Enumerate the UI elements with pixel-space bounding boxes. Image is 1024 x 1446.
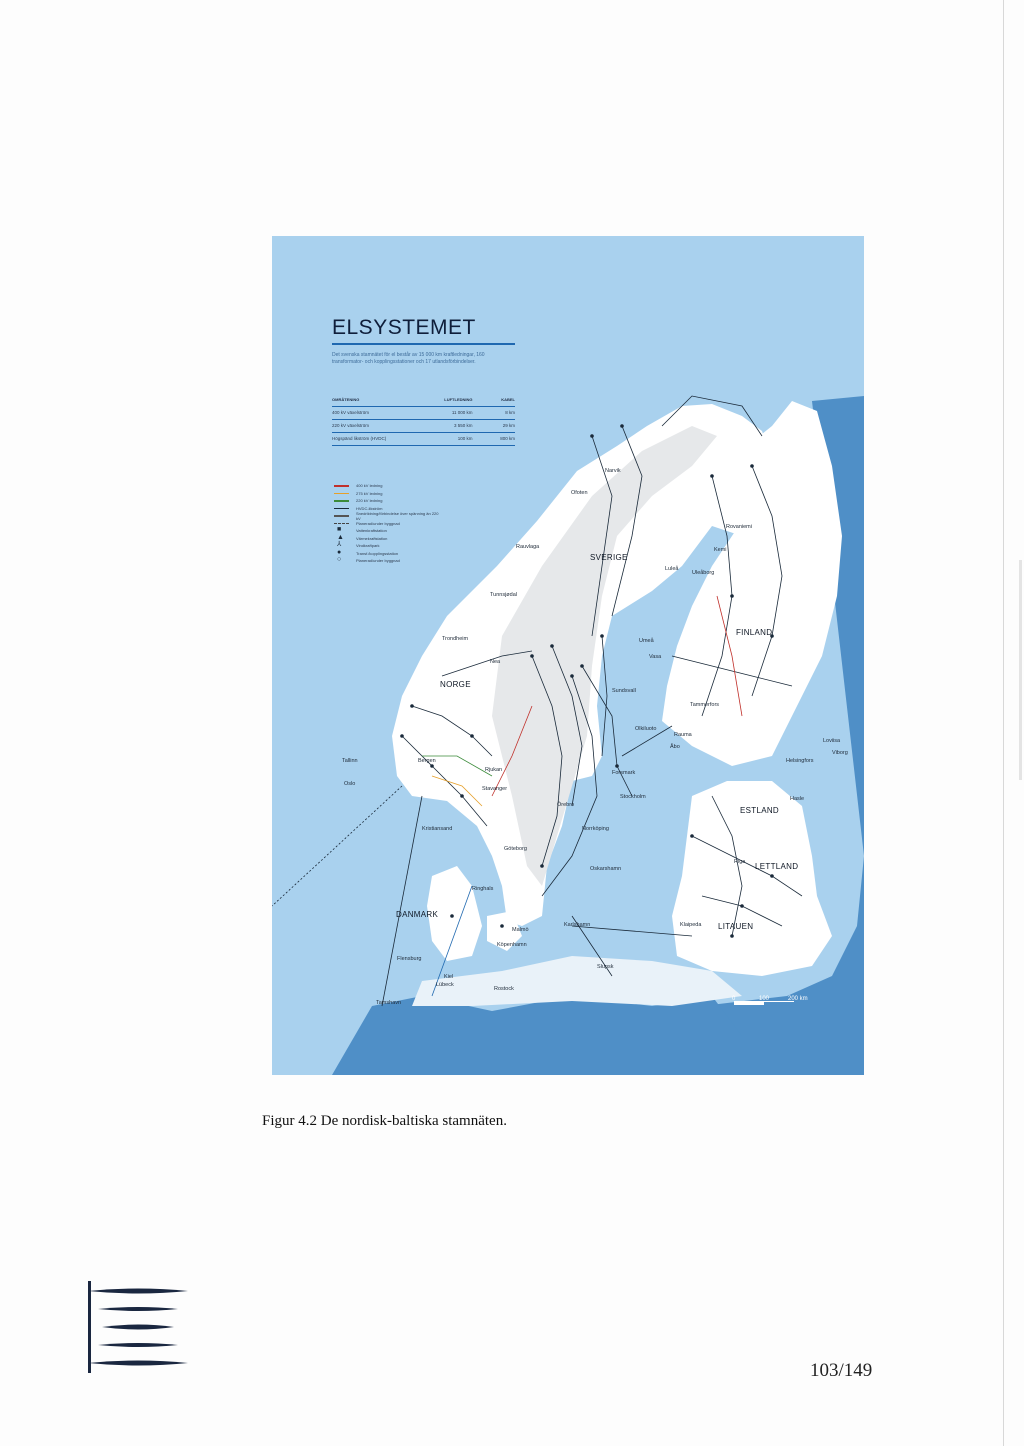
station-dot: [580, 664, 584, 668]
country-label: NORGE: [440, 680, 471, 689]
place-label: Loviisa: [823, 738, 841, 744]
title-rule: [332, 343, 515, 345]
map-intro-text: Det svenska stamnätet för el består av 15 000 km kraftledningar, 160 transformator- och kopplingsstationer och 17 utlandsförbindelser.: [332, 352, 485, 365]
place-label: Helsingfors: [786, 758, 814, 764]
legend-label: Vattenkraftstation: [356, 528, 387, 534]
legend-line-220kv: [334, 500, 349, 502]
station-dot: [550, 644, 554, 648]
legend-label: Transf./kopplingsstation: [356, 550, 399, 556]
station-dot: [540, 864, 544, 868]
legend-item: [332, 557, 442, 565]
logo-stripe: [102, 1325, 174, 1330]
station-dot: [710, 474, 714, 478]
place-label: Kristiansand: [422, 826, 453, 832]
place-label: Forsmark: [612, 770, 636, 776]
logo-stripe: [98, 1307, 178, 1311]
place-label: Köpenhamn: [497, 942, 527, 948]
place-label: Trondheim: [442, 636, 469, 642]
legend-label: Planerad/under byggnad: [356, 558, 400, 564]
station-dot: [400, 734, 404, 738]
station-dot: [470, 734, 474, 738]
place-label: Slupsk: [597, 964, 614, 970]
station-dot: [615, 764, 619, 768]
legend-item: [332, 550, 442, 558]
place-label: Kiel: [444, 974, 454, 980]
station-dot: [740, 904, 744, 908]
scan-edge-line: [1003, 0, 1004, 1446]
station-dot: [600, 634, 604, 638]
station-dot: [530, 654, 534, 658]
station-dot: [460, 794, 464, 798]
logo-stripe: [98, 1343, 178, 1347]
stat-table-row: [332, 420, 515, 433]
stat-cell: 3 550 km: [453, 423, 473, 428]
place-label: Stockholm: [620, 794, 646, 800]
figure-caption: Figur 4.2 De nordisk-baltiska stamnäten.: [262, 1113, 507, 1129]
place-label: Göteborg: [504, 846, 527, 852]
brand-logo: [88, 1278, 188, 1383]
place-label: Norrköping: [582, 826, 609, 832]
legend-label: Planerad/under byggnad: [356, 520, 400, 526]
legend-item: [332, 535, 442, 543]
stat-table-row: [332, 433, 515, 446]
stat-table: [332, 394, 515, 446]
place-label: Umeå: [639, 638, 654, 644]
stat-header-cell: KABEL: [501, 397, 515, 402]
stat-cell: 800 km: [500, 436, 515, 441]
place-label: Lübeck: [436, 982, 454, 988]
legend-label: HVDC-likström: [356, 505, 383, 511]
stat-cell: 400 kV växelström: [332, 410, 370, 415]
stat-cell: Högspänd likström (HVDC): [332, 436, 387, 441]
legend-label: 400 kV ledning: [356, 483, 383, 489]
station-dot: [730, 594, 734, 598]
place-label: Tallinn: [342, 758, 358, 764]
logo-stripe: [88, 1289, 188, 1294]
place-label: Olkiluoto: [635, 726, 657, 732]
place-label: Stavanger: [482, 786, 508, 792]
legend-label: Vindkraftpark: [356, 543, 380, 549]
stat-cell: 220 kV växelström: [332, 423, 370, 428]
place-label: Klaipeda: [680, 922, 702, 928]
legend-label: 275 kV ledning: [356, 490, 383, 496]
legend-line-400kv: [334, 485, 349, 487]
country-label: SVERIGE: [590, 553, 628, 562]
legend-label: Snedriktning/förbindelse över spänning än 220 kV: [356, 510, 439, 521]
place-label: Bergen: [418, 758, 436, 764]
place-label: Åbo: [670, 744, 680, 750]
legend-item: [332, 512, 442, 520]
scan-edge-mark: [1019, 560, 1022, 780]
station-dot: [410, 704, 414, 708]
place-label: Narvik: [605, 468, 621, 474]
legend-label: 220 kV ledning: [356, 498, 383, 504]
place-label: Rostock: [494, 986, 514, 992]
brand-logo-graphic: [88, 1278, 188, 1378]
substation-icon: ●: [337, 548, 342, 556]
station-dot: [430, 764, 434, 768]
place-label: Oslo: [344, 781, 356, 787]
stat-cell: 11 000 km: [451, 410, 473, 415]
logo-bar: [88, 1281, 91, 1373]
legend-label: Värmekraftstation: [356, 535, 388, 541]
country-label: DANMARK: [396, 910, 439, 919]
place-label: Tunnsjødal: [490, 592, 518, 598]
legend-line-planned: [334, 523, 349, 524]
stat-header-cell: OMRÅTENING: [332, 397, 360, 402]
place-label: Ringhals: [472, 886, 494, 892]
station-dot: [770, 874, 774, 878]
wind-park-icon: ⅄: [337, 541, 342, 549]
legend-line-connection: [334, 515, 349, 517]
logo-stripe: [88, 1361, 188, 1366]
place-label: Ofoten: [571, 490, 588, 496]
stat-cell: 29 km: [502, 423, 515, 428]
place-label: Tamshavn: [376, 1000, 402, 1006]
planned-station-icon: ○: [337, 556, 342, 564]
country-label: ESTLAND: [740, 806, 779, 815]
place-label: Örebro: [557, 802, 575, 808]
country-label: FINLAND: [736, 628, 773, 637]
place-label: Sundsvall: [612, 688, 636, 694]
station-dot: [730, 934, 734, 938]
scale-bar-segment: [734, 1002, 764, 1005]
legend-line-hvdc: [334, 508, 349, 510]
scale-label-end: 200 km: [788, 996, 808, 1002]
map-legend: [332, 482, 442, 565]
stat-table-row: [332, 407, 515, 420]
stat-cell: 8 km: [505, 410, 515, 415]
place-label: Uleåborg: [692, 570, 715, 576]
place-label: Kemi: [714, 547, 727, 553]
continent-south: [332, 996, 742, 1075]
place-label: Flensburg: [397, 956, 422, 962]
place-label: Nea: [490, 659, 501, 665]
place-label: Rauma: [674, 732, 692, 738]
place-label: Hasle: [790, 796, 805, 802]
scale-label-zero: 0: [732, 996, 736, 1002]
stat-cell: 100 km: [457, 436, 473, 441]
legend-item: [332, 542, 442, 550]
thermal-station-icon: ▲: [337, 533, 344, 541]
place-label: Rovaniemi: [726, 524, 752, 530]
station-dot: [570, 674, 574, 678]
place-label: Riga: [734, 859, 746, 865]
line-main-3: [602, 636, 607, 756]
map-title: ELSYSTEMET: [332, 316, 476, 339]
legend-line-275kv: [334, 493, 349, 495]
page-number: 103/149: [810, 1360, 873, 1381]
place-label: Karlshamn: [564, 922, 591, 928]
station-dot: [750, 464, 754, 468]
hydro-station-icon: ■: [337, 526, 342, 534]
stat-table-header: [332, 394, 515, 407]
legend-item: [332, 490, 442, 498]
map-figure: [272, 236, 864, 1075]
place-label: Rjukan: [485, 767, 503, 773]
line-cable-3: [272, 786, 402, 906]
legend-item: [332, 497, 442, 505]
place-label: Tammerfors: [690, 702, 720, 708]
stat-header-cell: LUFTLEDNING: [444, 397, 473, 402]
place-label: Luleå: [665, 566, 679, 572]
place-label: Rauvlaga: [516, 544, 540, 550]
line-cable-2: [382, 796, 422, 1006]
country-label: LETTLAND: [755, 862, 799, 871]
place-label: Oskarshamn: [590, 866, 622, 872]
south-coast-land: [412, 956, 742, 1006]
station-dot: [590, 434, 594, 438]
place-label: Malmö: [512, 927, 529, 933]
station-dot: [690, 834, 694, 838]
station-dot: [500, 924, 504, 928]
station-dot: [450, 914, 454, 918]
place-label: Vasa: [649, 654, 662, 660]
country-label: LITAUEN: [718, 922, 754, 931]
station-dot: [620, 424, 624, 428]
scale-label-mid: 100: [759, 996, 770, 1002]
legend-item: [332, 482, 442, 490]
place-label: Viborg: [832, 750, 848, 756]
legend-item: [332, 527, 442, 535]
